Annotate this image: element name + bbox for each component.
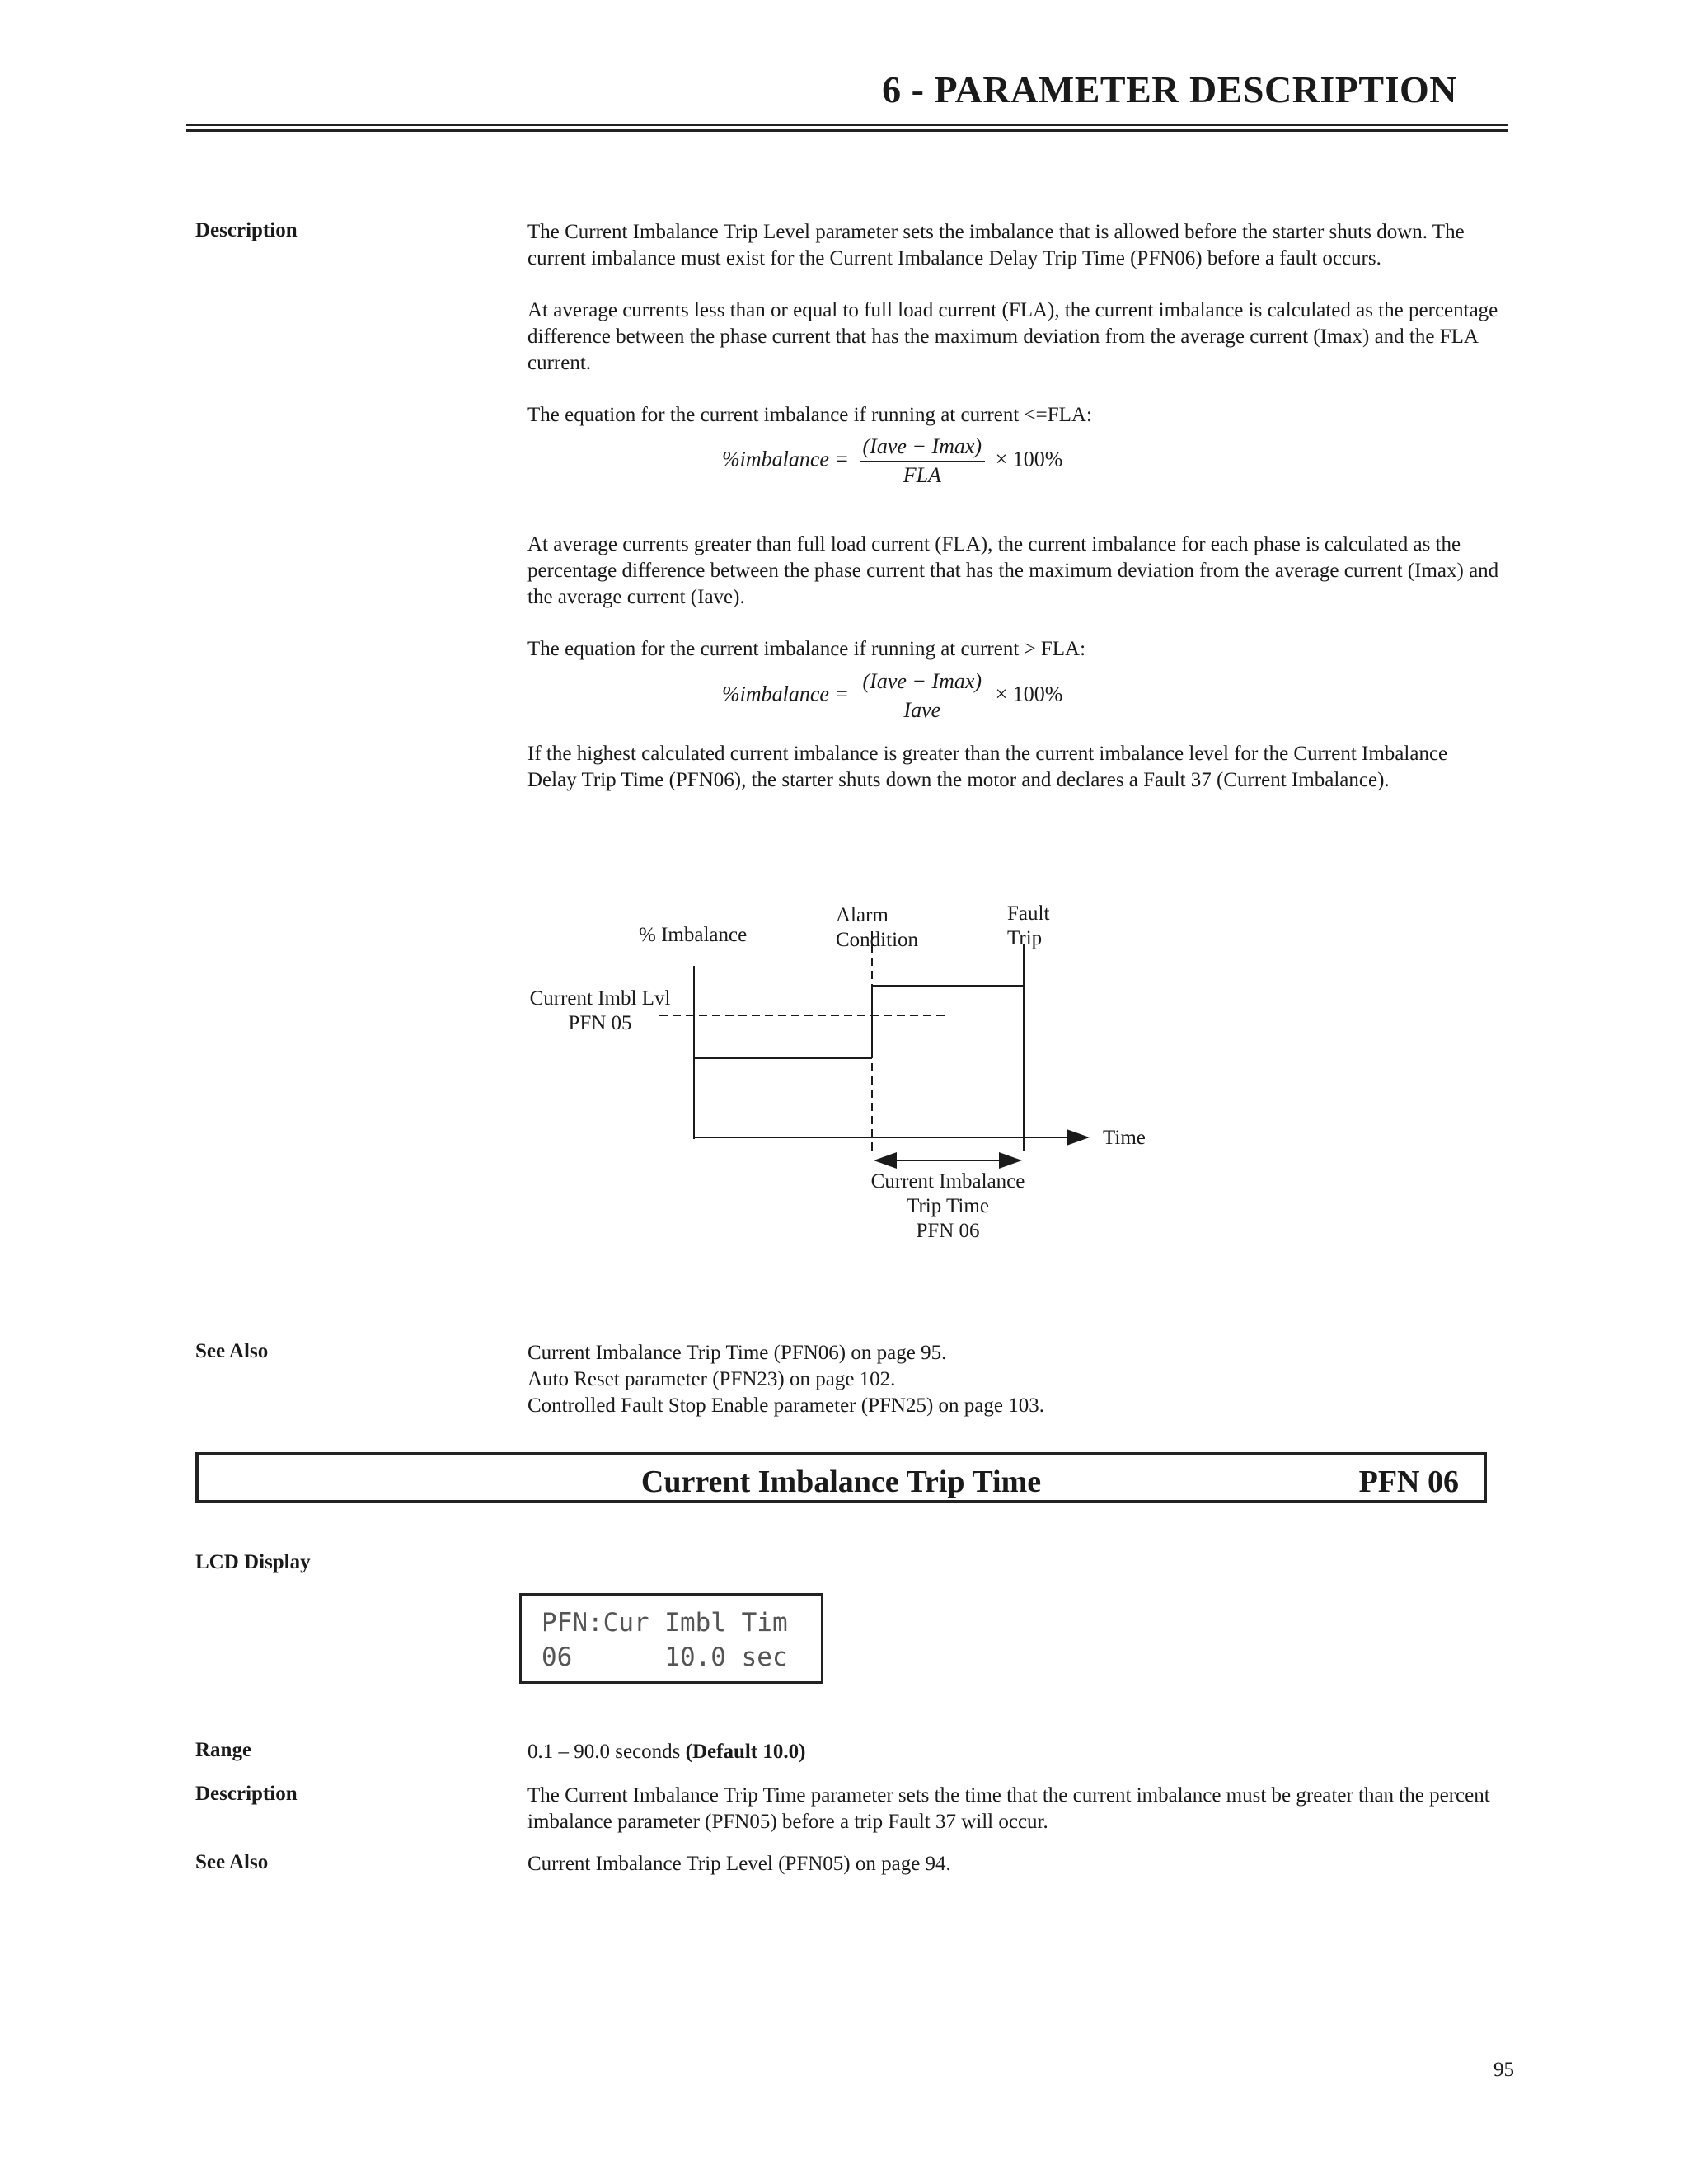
description-paragraph-1 [528,219,1500,272]
fault-label-line1: Fault [1007,902,1050,925]
paragraph-text: At average currents greater than full load current (FLA), the current imbalance for each phase is calculated as the percentage difference between the phase current that has the maximum deviation from the average current (Imax) and the average current (Iave). [528,533,1499,608]
fault-label-line2: Trip [1007,927,1043,949]
header-rule-bottom [186,129,1508,132]
description-label: Description [195,219,298,241]
lcd-display [519,1593,823,1684]
alarm-label-line1: Alarm [836,904,889,926]
equation-numerator: (Iave − Imax) [860,434,986,462]
section-code: PFN 06 [1358,1465,1459,1499]
equation-numerator: (Iave − Imax) [860,669,986,696]
equation-lhs: %imbalance = [722,682,850,706]
equation-fraction [860,669,986,723]
pfn06-see-also-label: See Also [195,1851,269,1873]
pfn06-description-label: Description [195,1783,298,1805]
paragraph-text: At average currents less than or equal to full load current (FLA), the current imbalance is calculated as the percentage difference between the phase current that has the maximum deviation from the average current (Imax) and the FLA current. [528,299,1498,374]
description-paragraph-4 [528,532,1500,611]
paragraph-text: The equation for the current imbalance if running at current <=FLA: [528,404,1092,426]
description-paragraph-2 [528,298,1500,377]
level-label-line1: Current Imbl Lvl [529,987,671,1010]
equation-factor: × 100% [995,447,1063,471]
span-label-line3: PFN 06 [916,1220,980,1242]
range-label: Range [195,1739,252,1761]
imbalance-timing-diagram [511,874,1170,1253]
paragraph-text: The Current Imbalance Trip Level parameter sets the imbalance that is allowed before the starter shuts down. The current imbalance must exist for the Current Imbalance Delay Trip Time (PFN06) before a fault occurs. [528,221,1465,269]
range-default: (Default 10.0) [685,1741,806,1763]
page-number: 95 [1493,2059,1514,2081]
paragraph-text: If the highest calculated current imbalance is greater than the current imbalance level for the Current Imbalance Delay Trip Time (PFN06), the starter shuts down the motor and declares a Fault 37 (Current Imbalance). [528,743,1448,791]
pfn06-description [528,1783,1500,1835]
see-also-link-pfn25: Controlled Fault Stop Enable parameter (PFN25) on page 103. [528,1394,1044,1417]
equation-iave [722,669,1062,723]
equation-factor: × 100% [995,682,1063,706]
description-paragraph-3 [528,402,1500,429]
see-also-link-pfn06: Current Imbalance Trip Time (PFN06) on page 95. [528,1342,947,1364]
see-also-link-pfn05: Current Imbalance Trip Level (PFN05) on page 94. [528,1853,951,1875]
x-axis-label: Time [1103,1127,1146,1149]
equation-fla [722,434,1062,488]
see-also-link-pfn23: Auto Reset parameter (PFN23) on page 102. [528,1368,896,1390]
alarm-label-line2: Condition [836,929,919,951]
equation-fraction [860,434,986,488]
page-header-title: 6 - PARAMETER DESCRIPTION [882,68,1457,110]
equation-denominator: Iave [903,698,941,722]
lcd-line-1: PFN:Cur Imbl Tim [542,1608,788,1638]
paragraph-text: The Current Imbalance Trip Time parameter sets the time that the current imbalance must be greater than the percent imbalance parameter (PFN05) before a trip Fault 37 will occur. [528,1784,1490,1833]
equation-lhs: %imbalance = [722,447,850,471]
description-paragraph-6 [528,741,1500,794]
lcd-line-2: 06 10.0 sec [542,1643,788,1672]
span-label-line2: Trip Time [907,1195,989,1217]
header-rule-top [186,124,1508,126]
equation-denominator: FLA [903,463,941,487]
pfn06-section-header [195,1452,1487,1503]
description-paragraph-5 [528,636,1500,663]
section-title: Current Imbalance Trip Time [640,1465,1042,1499]
see-also-label: See Also [195,1340,269,1362]
span-label-line1: Current Imbalance [870,1170,1025,1193]
range-text: 0.1 – 90.0 seconds [528,1741,686,1763]
level-label-line2: PFN 05 [568,1012,632,1034]
see-also-list [528,1340,1500,1419]
range-value [528,1739,1500,1765]
pfn06-see-also [528,1851,1500,1877]
paragraph-text: The equation for the current imbalance if running at current > FLA: [528,638,1086,660]
y-axis-label: % Imbalance [639,924,748,946]
lcd-display-label: LCD Display [195,1551,311,1573]
